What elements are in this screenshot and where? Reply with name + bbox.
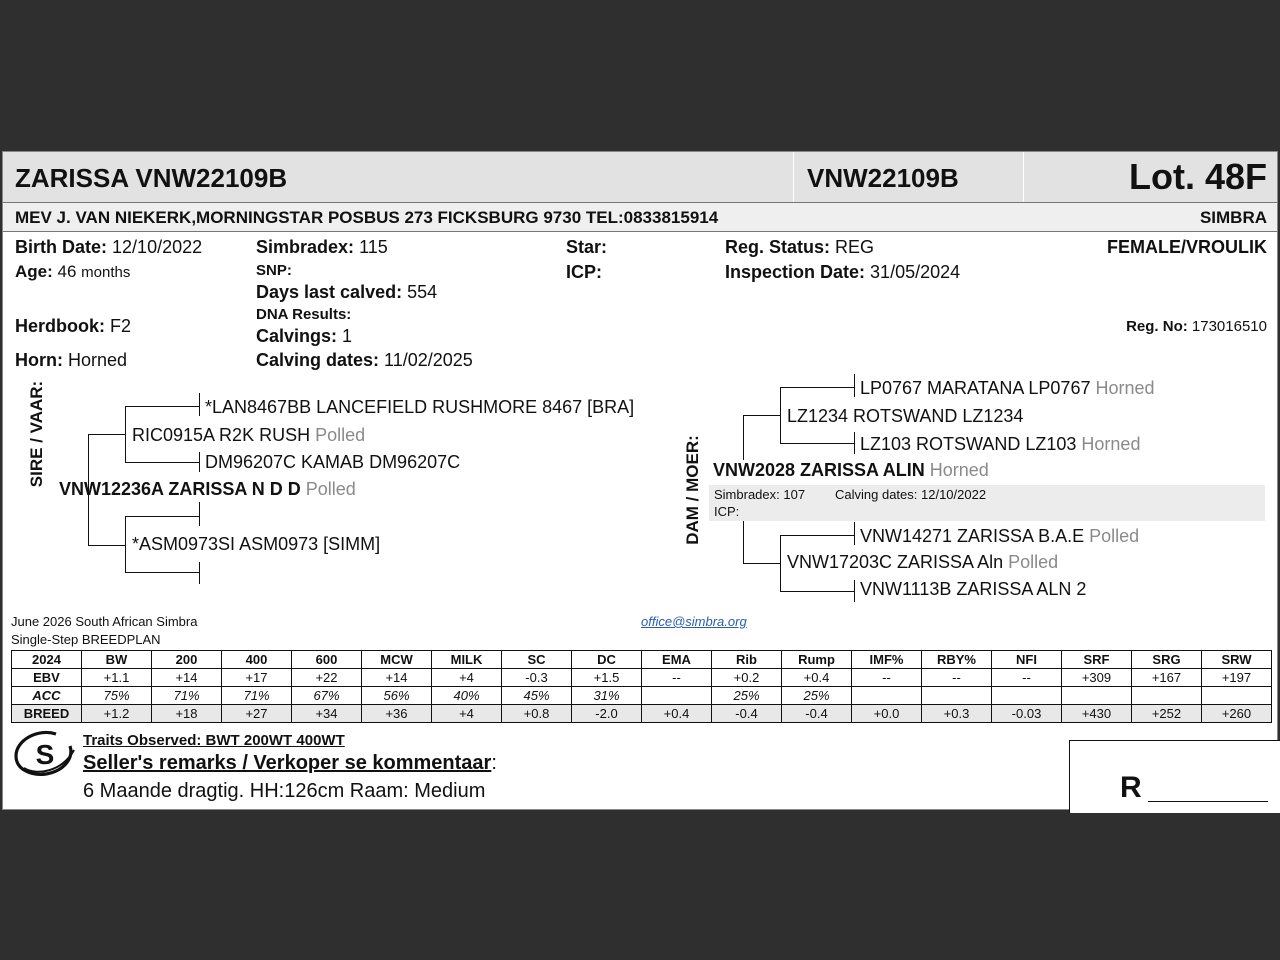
ebv-cell: -2.0 <box>572 705 642 723</box>
ebv-cell: +4 <box>432 669 502 687</box>
star: Star: <box>566 237 608 257</box>
simbra-logo-icon <box>12 728 78 778</box>
ebv-cell: +0.4 <box>782 669 852 687</box>
ebv-cell: -- <box>852 669 922 687</box>
lot-number: Lot. 48F <box>1128 156 1267 197</box>
ebv-cell: +430 <box>1062 705 1132 723</box>
dam-calving-dates: Calving dates: 12/10/2022 <box>835 487 987 502</box>
ebv-col-header: SRG <box>1132 651 1202 669</box>
horn-status: Horn: Horned <box>15 350 128 370</box>
dam-sire-dam: LZ103 ROTSWAND LZ103 Horned <box>860 434 1141 454</box>
price-r-label: R <box>1120 771 1142 804</box>
ebv-cell <box>852 687 922 705</box>
ebv-cell: +0.2 <box>712 669 782 687</box>
ebv-cell: -0.3 <box>502 669 572 687</box>
remarks-text: 6 Maande dragtig. HH:126cm Raam: Medium <box>83 780 486 802</box>
dna-results: DNA Results: <box>256 306 352 323</box>
ebv-header-row <box>12 651 1272 669</box>
calvings: Calvings: 1 <box>256 326 353 346</box>
ebv-cell: +14 <box>152 669 222 687</box>
ebv-cell: -0.03 <box>992 705 1062 723</box>
breedplan-title: June 2026 South African Simbra <box>11 614 198 629</box>
owner-bar <box>3 203 1277 232</box>
ebv-col-header: EMA <box>642 651 712 669</box>
ebv-cell: 40% <box>432 687 502 705</box>
icp: ICP: <box>566 262 602 282</box>
ebv-cell: 25% <box>782 687 852 705</box>
ebv-row-acc <box>12 687 1272 705</box>
ebv-row-label: EBV <box>12 669 82 687</box>
ebv-col-header: Rump <box>782 651 852 669</box>
dam-dam-dam: VNW1113B ZARISSA ALN 2 <box>860 579 1087 599</box>
ebv-col-header: 400 <box>222 651 292 669</box>
ebv-col-header: DC <box>572 651 642 669</box>
ebv-cell: +309 <box>1062 669 1132 687</box>
reg-no: Reg. No: 173016510 <box>1126 318 1267 335</box>
ebv-cell: 71% <box>152 687 222 705</box>
sire-side-label: SIRE / VAAR: <box>27 380 46 488</box>
ebv-col-header: BW <box>82 651 152 669</box>
ebv-cell <box>642 687 712 705</box>
dam-side-label: DAM / MOER: <box>683 435 702 545</box>
ebv-cell: -- <box>992 669 1062 687</box>
logo-letter: S <box>35 739 55 770</box>
ebv-cell <box>922 687 992 705</box>
ebv-cell: 67% <box>292 687 362 705</box>
ebv-cell: +197 <box>1202 669 1272 687</box>
lot-card <box>2 151 1278 810</box>
ebv-cell: +0.8 <box>502 705 572 723</box>
ebv-cell: +4 <box>432 705 502 723</box>
dam-dam-sire: VNW14271 ZARISSA B.A.E Polled <box>860 526 1140 546</box>
ebv-cell: +0.4 <box>642 705 712 723</box>
animal-id: VNW22109B <box>807 163 959 193</box>
ebv-cell: +22 <box>292 669 362 687</box>
ebv-cell: +36 <box>362 705 432 723</box>
animal-name: ZARISSA VNW22109B <box>15 163 288 193</box>
ebv-cell: 31% <box>572 687 642 705</box>
dam-info-box <box>709 485 1265 521</box>
ebv-cell: -- <box>922 669 992 687</box>
price-line[interactable] <box>1148 801 1268 802</box>
ebv-cell: 75% <box>82 687 152 705</box>
ebv-col-header: SC <box>502 651 572 669</box>
ebv-table <box>11 650 1272 723</box>
ebv-cell: 25% <box>712 687 782 705</box>
ebv-cell <box>1132 687 1202 705</box>
ebv-cell: -0.4 <box>782 705 852 723</box>
ebv-cell <box>1062 687 1132 705</box>
ebv-row-breed <box>12 705 1272 723</box>
traits-observed: Traits Observed: BWT 200WT 400WT <box>83 732 345 749</box>
ebv-col-header: Rib <box>712 651 782 669</box>
price-box <box>1069 740 1280 813</box>
owner-line: MEV J. VAN NIEKERK,MORNINGSTAR POSBUS 273 FICKSBURG 9730 TEL:0833815914 <box>15 208 719 227</box>
sex: FEMALE/VROULIK <box>1107 237 1267 257</box>
ebv-col-header: NFI <box>992 651 1062 669</box>
breed-label: SIMBRA <box>1199 208 1267 227</box>
ebv-cell: +167 <box>1132 669 1202 687</box>
age: Age: 46 months <box>15 262 131 281</box>
ebv-cell <box>992 687 1062 705</box>
ebv-row-ebv <box>12 669 1272 687</box>
ebv-cell: -- <box>642 669 712 687</box>
ebv-cell: +252 <box>1132 705 1202 723</box>
remarks-heading: Seller's remarks / Verkoper se kommentaar: <box>83 752 497 774</box>
sire-sire-sire: *LAN8467BB LANCEFIELD RUSHMORE 8467 [BRA] <box>205 397 635 417</box>
ebv-cell <box>1202 687 1272 705</box>
ebv-row-label: ACC <box>12 687 82 705</box>
sire-sire: RIC0915A R2K RUSH Polled <box>132 425 366 445</box>
ebv-cell: 71% <box>222 687 292 705</box>
ebv-cell: +14 <box>362 669 432 687</box>
inspection-date: Inspection Date: 31/05/2024 <box>725 262 961 282</box>
ebv-cell: +17 <box>222 669 292 687</box>
breedplan-subtitle: Single-Step BREEDPLAN <box>11 632 161 647</box>
ebv-col-header: MILK <box>432 651 502 669</box>
ebv-cell: +0.3 <box>922 705 992 723</box>
ebv-col-header: 2024 <box>12 651 82 669</box>
ebv-cell: -0.4 <box>712 705 782 723</box>
reg-status: Reg. Status: REG <box>725 237 875 257</box>
dam-dam: VNW17203C ZARISSA Aln Polled <box>787 552 1059 572</box>
simbradex: Simbradex: 115 <box>256 237 388 257</box>
ebv-col-header: RBY% <box>922 651 992 669</box>
sire-sire-dam: DM96207C KAMAB DM96207C <box>205 452 461 472</box>
email-link[interactable]: office@simbra.org <box>641 614 747 629</box>
ebv-cell: +260 <box>1202 705 1272 723</box>
dam-icp: ICP: <box>714 504 740 519</box>
dam-name: VNW2028 ZARISSA ALIN Horned <box>713 460 989 480</box>
dam-simbradex: Simbradex: 107 <box>714 487 806 502</box>
calving-dates: Calving dates: 11/02/2025 <box>256 350 473 370</box>
birth-date: Birth Date: 12/10/2022 <box>15 237 203 257</box>
ebv-col-header: MCW <box>362 651 432 669</box>
snp: SNP: <box>256 262 292 279</box>
dam-sire: LZ1234 ROTSWAND LZ1234 <box>787 406 1024 426</box>
ebv-cell: +34 <box>292 705 362 723</box>
ebv-col-header: IMF% <box>852 651 922 669</box>
ebv-col-header: 200 <box>152 651 222 669</box>
ebv-col-header: SRW <box>1202 651 1272 669</box>
card-header <box>3 152 1277 203</box>
ebv-cell: +1.1 <box>82 669 152 687</box>
sire-dam: *ASM0973SI ASM0973 [SIMM] <box>132 534 381 554</box>
ebv-cell: +1.2 <box>82 705 152 723</box>
ebv-cell: +0.0 <box>852 705 922 723</box>
ebv-cell: +18 <box>152 705 222 723</box>
dam-sire-sire: LP0767 MARATANA LP0767 Horned <box>860 378 1155 398</box>
ebv-col-header: SRF <box>1062 651 1132 669</box>
ebv-cell: 56% <box>362 687 432 705</box>
ebv-row-label: BREED <box>12 705 82 723</box>
ebv-cell: +27 <box>222 705 292 723</box>
ebv-cell: +1.5 <box>572 669 642 687</box>
ebv-cell: 45% <box>502 687 572 705</box>
sire-name: VNW12236A ZARISSA N D D Polled <box>59 479 356 499</box>
ebv-col-header: 600 <box>292 651 362 669</box>
herdbook: Herdbook: F2 <box>15 316 132 336</box>
days-last-calved: Days last calved: 554 <box>256 282 438 302</box>
